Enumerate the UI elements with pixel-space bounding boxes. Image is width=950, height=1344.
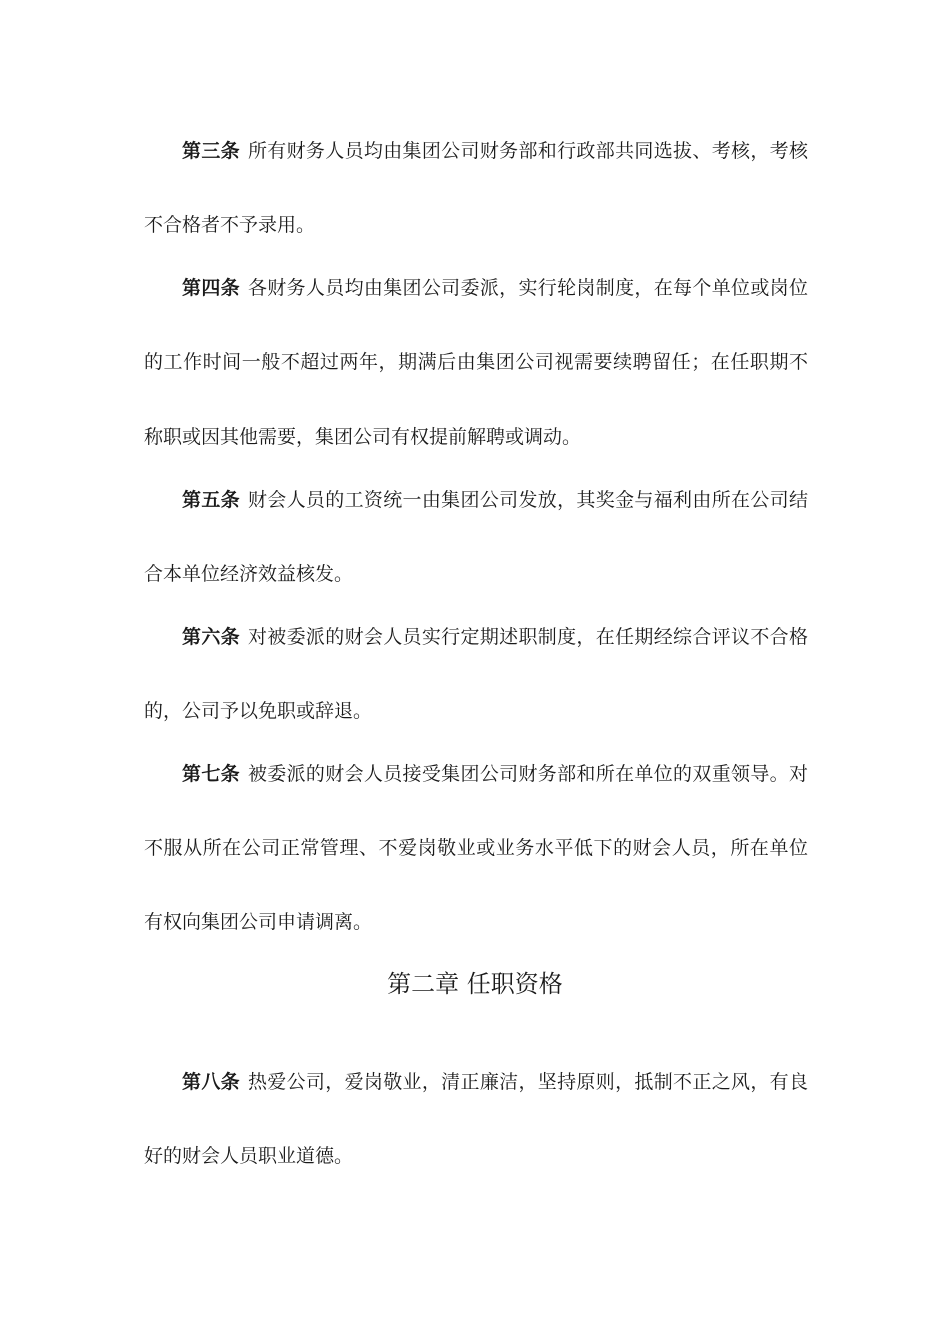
article-7-line-1 [182,761,808,787]
article-4-line-2: 的工作时间一般不超过两年，期满后由集团公司视需要续聘留任；在任职期不 [144,351,808,373]
article-3-text-1: 所有财务人员均由集团公司财务部和行政部共同选拔、考核，考核 [247,140,808,162]
article-6-label: 第六条 [182,626,240,648]
article-6-line-1 [182,624,808,650]
chapter-title: 第二章 任职资格 [387,970,563,998]
article-5-text-1: 财会人员的工资统一由集团公司发放，其奖金与福利由所在公司结 [247,489,808,511]
article-7-text-1: 被委派的财会人员接受集团公司财务部和所在单位的双重领导。对 [247,763,808,785]
article-4-label: 第四条 [182,277,240,299]
article-4-line-1 [182,275,808,301]
article-8-label: 第八条 [182,1071,240,1093]
article-7-line-3: 有权向集团公司申请调离。 [144,911,373,933]
article-3-line-1 [182,138,808,164]
article-6-text-1: 对被委派的财会人员实行定期述职制度，在任期经综合评议不合格 [247,626,808,648]
article-3-line-2: 不合格者不予录用。 [144,214,316,236]
article-4-text-1: 各财务人员均由集团公司委派，实行轮岗制度，在每个单位或岗位 [247,277,808,299]
article-6-line-2: 的，公司予以免职或辞退。 [144,700,373,722]
article-7-label: 第七条 [182,763,240,785]
article-5-line-2: 合本单位经济效益核发。 [144,563,354,585]
article-8-line-2: 好的财会人员职业道德。 [144,1145,354,1167]
article-8-text-1: 热爱公司，爱岗敬业，清正廉洁，坚持原则，抵制不正之风，有良 [247,1071,808,1093]
article-8-line-1 [182,1069,808,1095]
article-5-label: 第五条 [182,489,240,511]
article-3-label: 第三条 [182,140,240,162]
article-5-line-1 [182,487,808,513]
article-4-line-3: 称职或因其他需要，集团公司有权提前解聘或调动。 [144,426,582,448]
article-7-line-2: 不服从所在公司正常管理、不爱岗敬业或业务水平低下的财会人员，所在单位 [144,837,808,859]
